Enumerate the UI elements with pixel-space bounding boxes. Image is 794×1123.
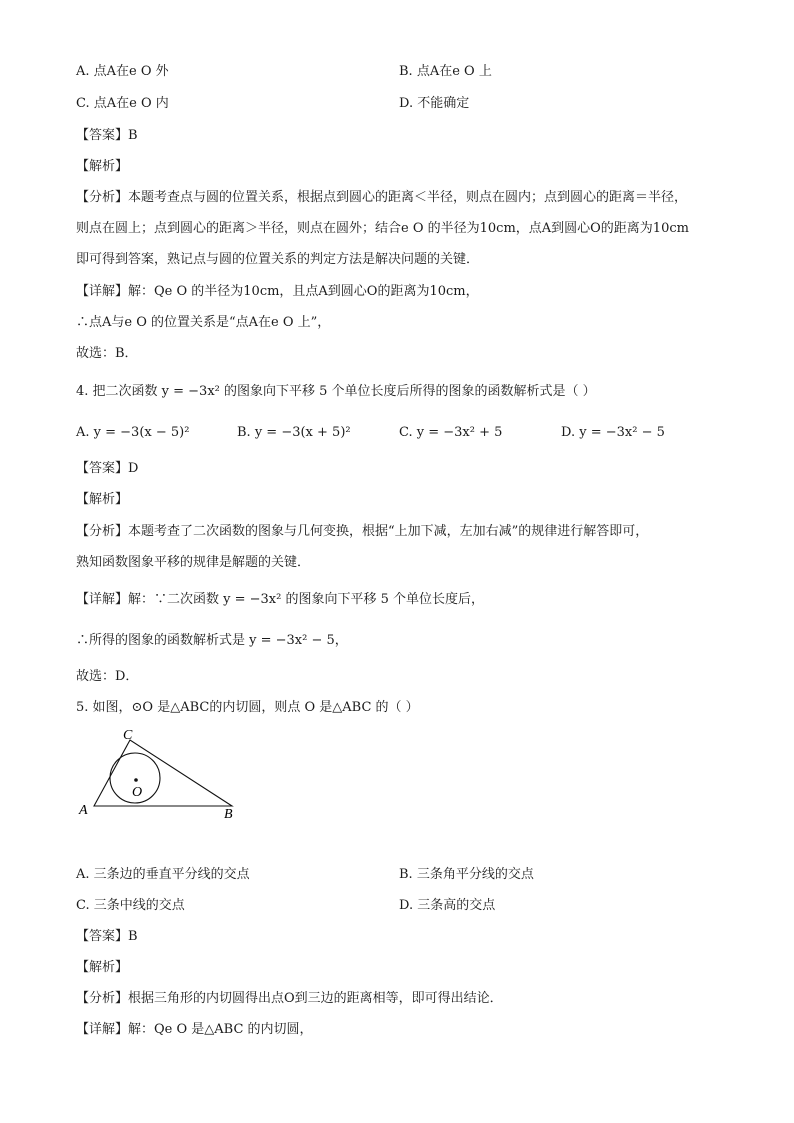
q3-answer: 【答案】B <box>76 128 138 143</box>
label-c: C <box>123 728 133 743</box>
q5-option-a: A. 三条边的垂直平分线的交点 <box>76 867 250 882</box>
q5-answer: 【答案】B <box>76 929 138 944</box>
q4-option-a: A. y = −3(x − 5)² <box>76 425 190 440</box>
q4-analysis-line-2: 熟知函数图象平移的规律是解题的关键． <box>76 555 311 570</box>
q4-detail-line-3: 故选：D． <box>76 669 139 684</box>
q3-option-b: B. 点A在e O 上 <box>399 64 492 79</box>
q4-option-b: B. y = −3(x + 5)² <box>237 425 351 440</box>
q4-stem: 4. 把二次函数 y = −3x² 的图象向下平移 5 个单位长度后所得的图象的函数解析式是（ ） <box>76 384 596 399</box>
q4-answer: 【答案】D <box>76 461 139 476</box>
q4-detail-line-1: 【详解】解：∵二次函数 y = −3x² 的图象向下平移 5 个单位长度后， <box>76 592 485 607</box>
q4-jiexi-heading: 【解析】 <box>76 492 129 507</box>
q3-option-c: C. 点A在e O 内 <box>76 96 169 111</box>
q4-option-d: D. y = −3x² − 5 <box>561 425 665 440</box>
q5-detail-line-1: 【详解】解：Qe O 是△ABC 的内切圆， <box>76 1022 313 1037</box>
q5-option-b: B. 三条角平分线的交点 <box>399 867 534 882</box>
q5-jiexi-heading: 【解析】 <box>76 960 129 975</box>
q4-detail-line-2: ∴所得的图象的函数解析式是 y = −3x² − 5， <box>76 633 348 648</box>
q5-option-d: D. 三条高的交点 <box>399 898 496 913</box>
q4-option-c: C. y = −3x² + 5 <box>399 425 503 440</box>
triangle-abc <box>94 740 232 806</box>
q3-detail-line-1: 【详解】解：Qe O 的半径为10cm，且点A到圆心O的距离为10cm， <box>76 284 479 299</box>
label-a: A <box>79 803 88 818</box>
q3-option-a: A. 点A在e O 外 <box>76 64 169 79</box>
q3-detail-line-2: ∴点A与e O 的位置关系是“点A在e O 上”， <box>76 315 331 330</box>
q5-triangle-incircle-figure <box>74 722 244 826</box>
q5-option-c: C. 三条中线的交点 <box>76 898 185 913</box>
q3-analysis-line-1: 【分析】本题考查点与圆的位置关系，根据点到圆心的距离＜半径，则点在圆内；点到圆心的距离＝半径， <box>76 190 688 205</box>
q5-analysis-line-1: 【分析】根据三角形的内切圆得出点O到三边的距离相等，即可得出结论． <box>76 991 503 1006</box>
q3-jiexi-heading: 【解析】 <box>76 159 129 174</box>
q3-option-d: D. 不能确定 <box>399 96 470 111</box>
q3-analysis-line-3: 即可得到答案，熟记点与圆的位置关系的判定方法是解决问题的关键． <box>76 252 480 267</box>
label-o: O <box>132 785 143 800</box>
center-point-o <box>134 778 138 782</box>
q3-detail-line-3: 故选：B． <box>76 346 138 361</box>
label-b: B <box>224 807 233 822</box>
q3-analysis-line-2: 则点在圆上；点到圆心的距离＞半径，则点在圆外；结合e O 的半径为10cm，点A到圆心O的距离为10cm <box>76 221 689 236</box>
q5-stem: 5. 如图，⊙O 是△ABC的内切圆，则点 O 是△ABC 的（ ） <box>76 700 419 715</box>
q4-analysis-line-1: 【分析】本题考查了二次函数的图象与几何变换，根据“上加下减，左加右减”的规律进行解答即可， <box>76 524 649 539</box>
